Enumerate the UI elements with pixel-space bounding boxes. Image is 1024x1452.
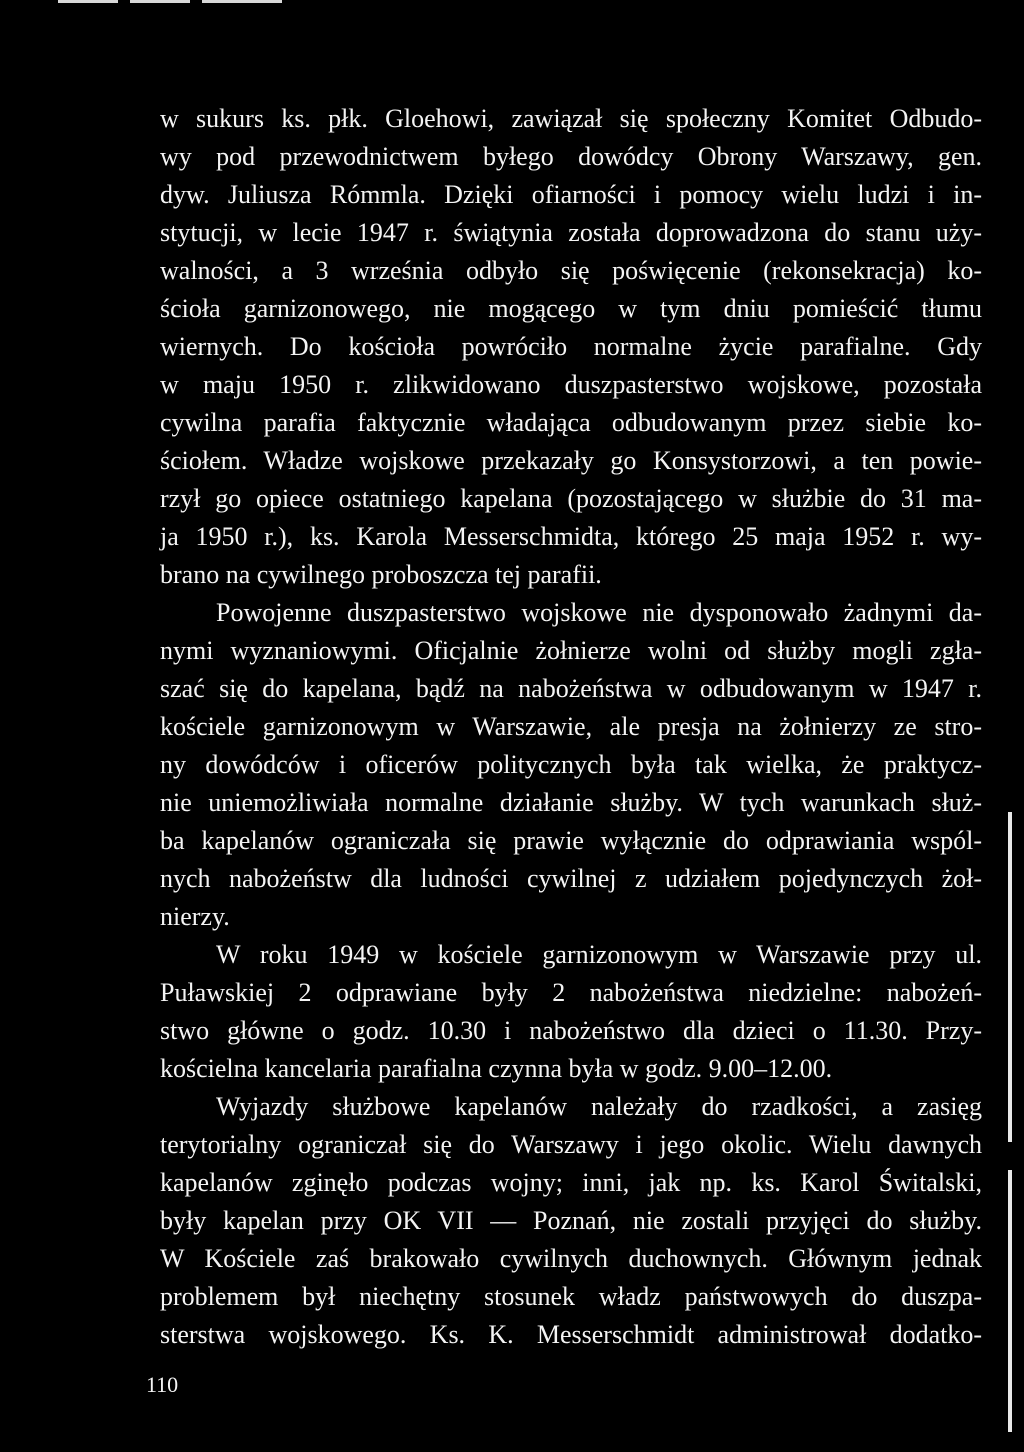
- text-line: brano na cywilnego proboszcza tej parafii.: [160, 560, 602, 589]
- text-line: ściołem. Władze wojskowe przekazały go Konsystorzowi, a ten powie-: [160, 446, 982, 475]
- text-line: nymi wyznaniowymi. Oficjalnie żołnierze wolni od służby mogli zgła-: [160, 636, 982, 665]
- text-line: cywilna parafia faktycznie władająca odbudowanym przez siebie ko-: [160, 408, 982, 437]
- text-line: stwo główne o godz. 10.30 i nabożeństwo dla dzieci o 11.30. Przy-: [160, 1016, 982, 1045]
- scan-edge-line: [1008, 812, 1012, 1142]
- text-line: Puławskiej 2 odprawiane były 2 nabożeństwa niedzielne: nabożeń-: [160, 978, 982, 1007]
- top-edge-rule: [202, 0, 282, 3]
- text-line: Wyjazdy służbowe kapelanów należały do rzadkości, a zasięg: [216, 1092, 982, 1121]
- text-line: nierzy.: [160, 902, 230, 931]
- text-line: kościele garnizonowym w Warszawie, ale presja na żołnierzy ze stro-: [160, 712, 982, 741]
- text-line: w maju 1950 r. zlikwidowano duszpasterstwo wojskowe, pozostała: [160, 370, 982, 399]
- text-line: terytorialny ograniczał się do Warszawy i jego okolic. Wielu dawnych: [160, 1130, 982, 1159]
- text-line: stytucji, w lecie 1947 r. świątynia została doprowadzona do stanu uży-: [160, 218, 982, 247]
- text-line: Powojenne duszpasterstwo wojskowe nie dysponowało żadnymi da-: [216, 598, 982, 627]
- top-edge-rule: [130, 0, 190, 3]
- text-line: w sukurs ks. płk. Gloehowi, zawiązał się społeczny Komitet Odbudo-: [160, 104, 982, 133]
- text-line: problemem był niechętny stosunek władz państwowych do duszpa-: [160, 1282, 982, 1311]
- text-line: wy pod przewodnictwem byłego dowódcy Obrony Warszawy, gen.: [160, 142, 982, 171]
- text-line: szać się do kapelana, bądź na nabożeństwa w odbudowanym w 1947 r.: [160, 674, 982, 703]
- text-line: były kapelan przy OK VII — Poznań, nie zostali przyjęci do służby.: [160, 1206, 982, 1235]
- text-line: wiernych. Do kościoła powróciło normalne życie parafialne. Gdy: [160, 332, 982, 361]
- text-line: rzył go opiece ostatniego kapelana (pozostającego w służbie do 31 ma-: [160, 484, 982, 513]
- text-line: nych nabożeństw dla ludności cywilnej z udziałem pojedynczych żoł-: [160, 864, 982, 893]
- scan-edge-line: [1008, 1170, 1012, 1432]
- text-line: ba kapelanów ograniczała się prawie wyłącznie do odprawiania wspól-: [160, 826, 982, 855]
- text-line: W roku 1949 w kościele garnizonowym w Warszawie przy ul.: [216, 940, 982, 969]
- text-line: ja 1950 r.), ks. Karola Messerschmidta, którego 25 maja 1952 r. wy-: [160, 522, 982, 551]
- text-line: kościelna kancelaria parafialna czynna była w godz. 9.00–12.00.: [160, 1054, 833, 1083]
- text-line: sterstwa wojskowego. Ks. K. Messerschmidt administrował dodatko-: [160, 1320, 982, 1349]
- text-line: dyw. Juliusza Rómmla. Dzięki ofiarności i pomocy wielu ludzi i in-: [160, 180, 982, 209]
- page-number: 110: [146, 1372, 179, 1397]
- text-line: W Kościele zaś brakowało cywilnych duchownych. Głównym jednak: [160, 1244, 982, 1273]
- text-line: nie uniemożliwiała normalne działanie służby. W tych warunkach służ-: [160, 788, 982, 817]
- text-line: walności, a 3 września odbyło się poświęcenie (rekonsekracja) ko-: [160, 256, 982, 285]
- text-line: kapelanów zginęło podczas wojny; inni, jak np. ks. Karol Świtalski,: [160, 1168, 982, 1197]
- text-line: ny dowódców i oficerów politycznych była tak wielka, że praktycz-: [160, 750, 982, 779]
- body-text: [160, 100, 982, 1354]
- text-line: ścioła garnizonowego, nie mogącego w tym dniu pomieścić tłumu: [160, 294, 982, 323]
- top-edge-rule: [58, 0, 118, 3]
